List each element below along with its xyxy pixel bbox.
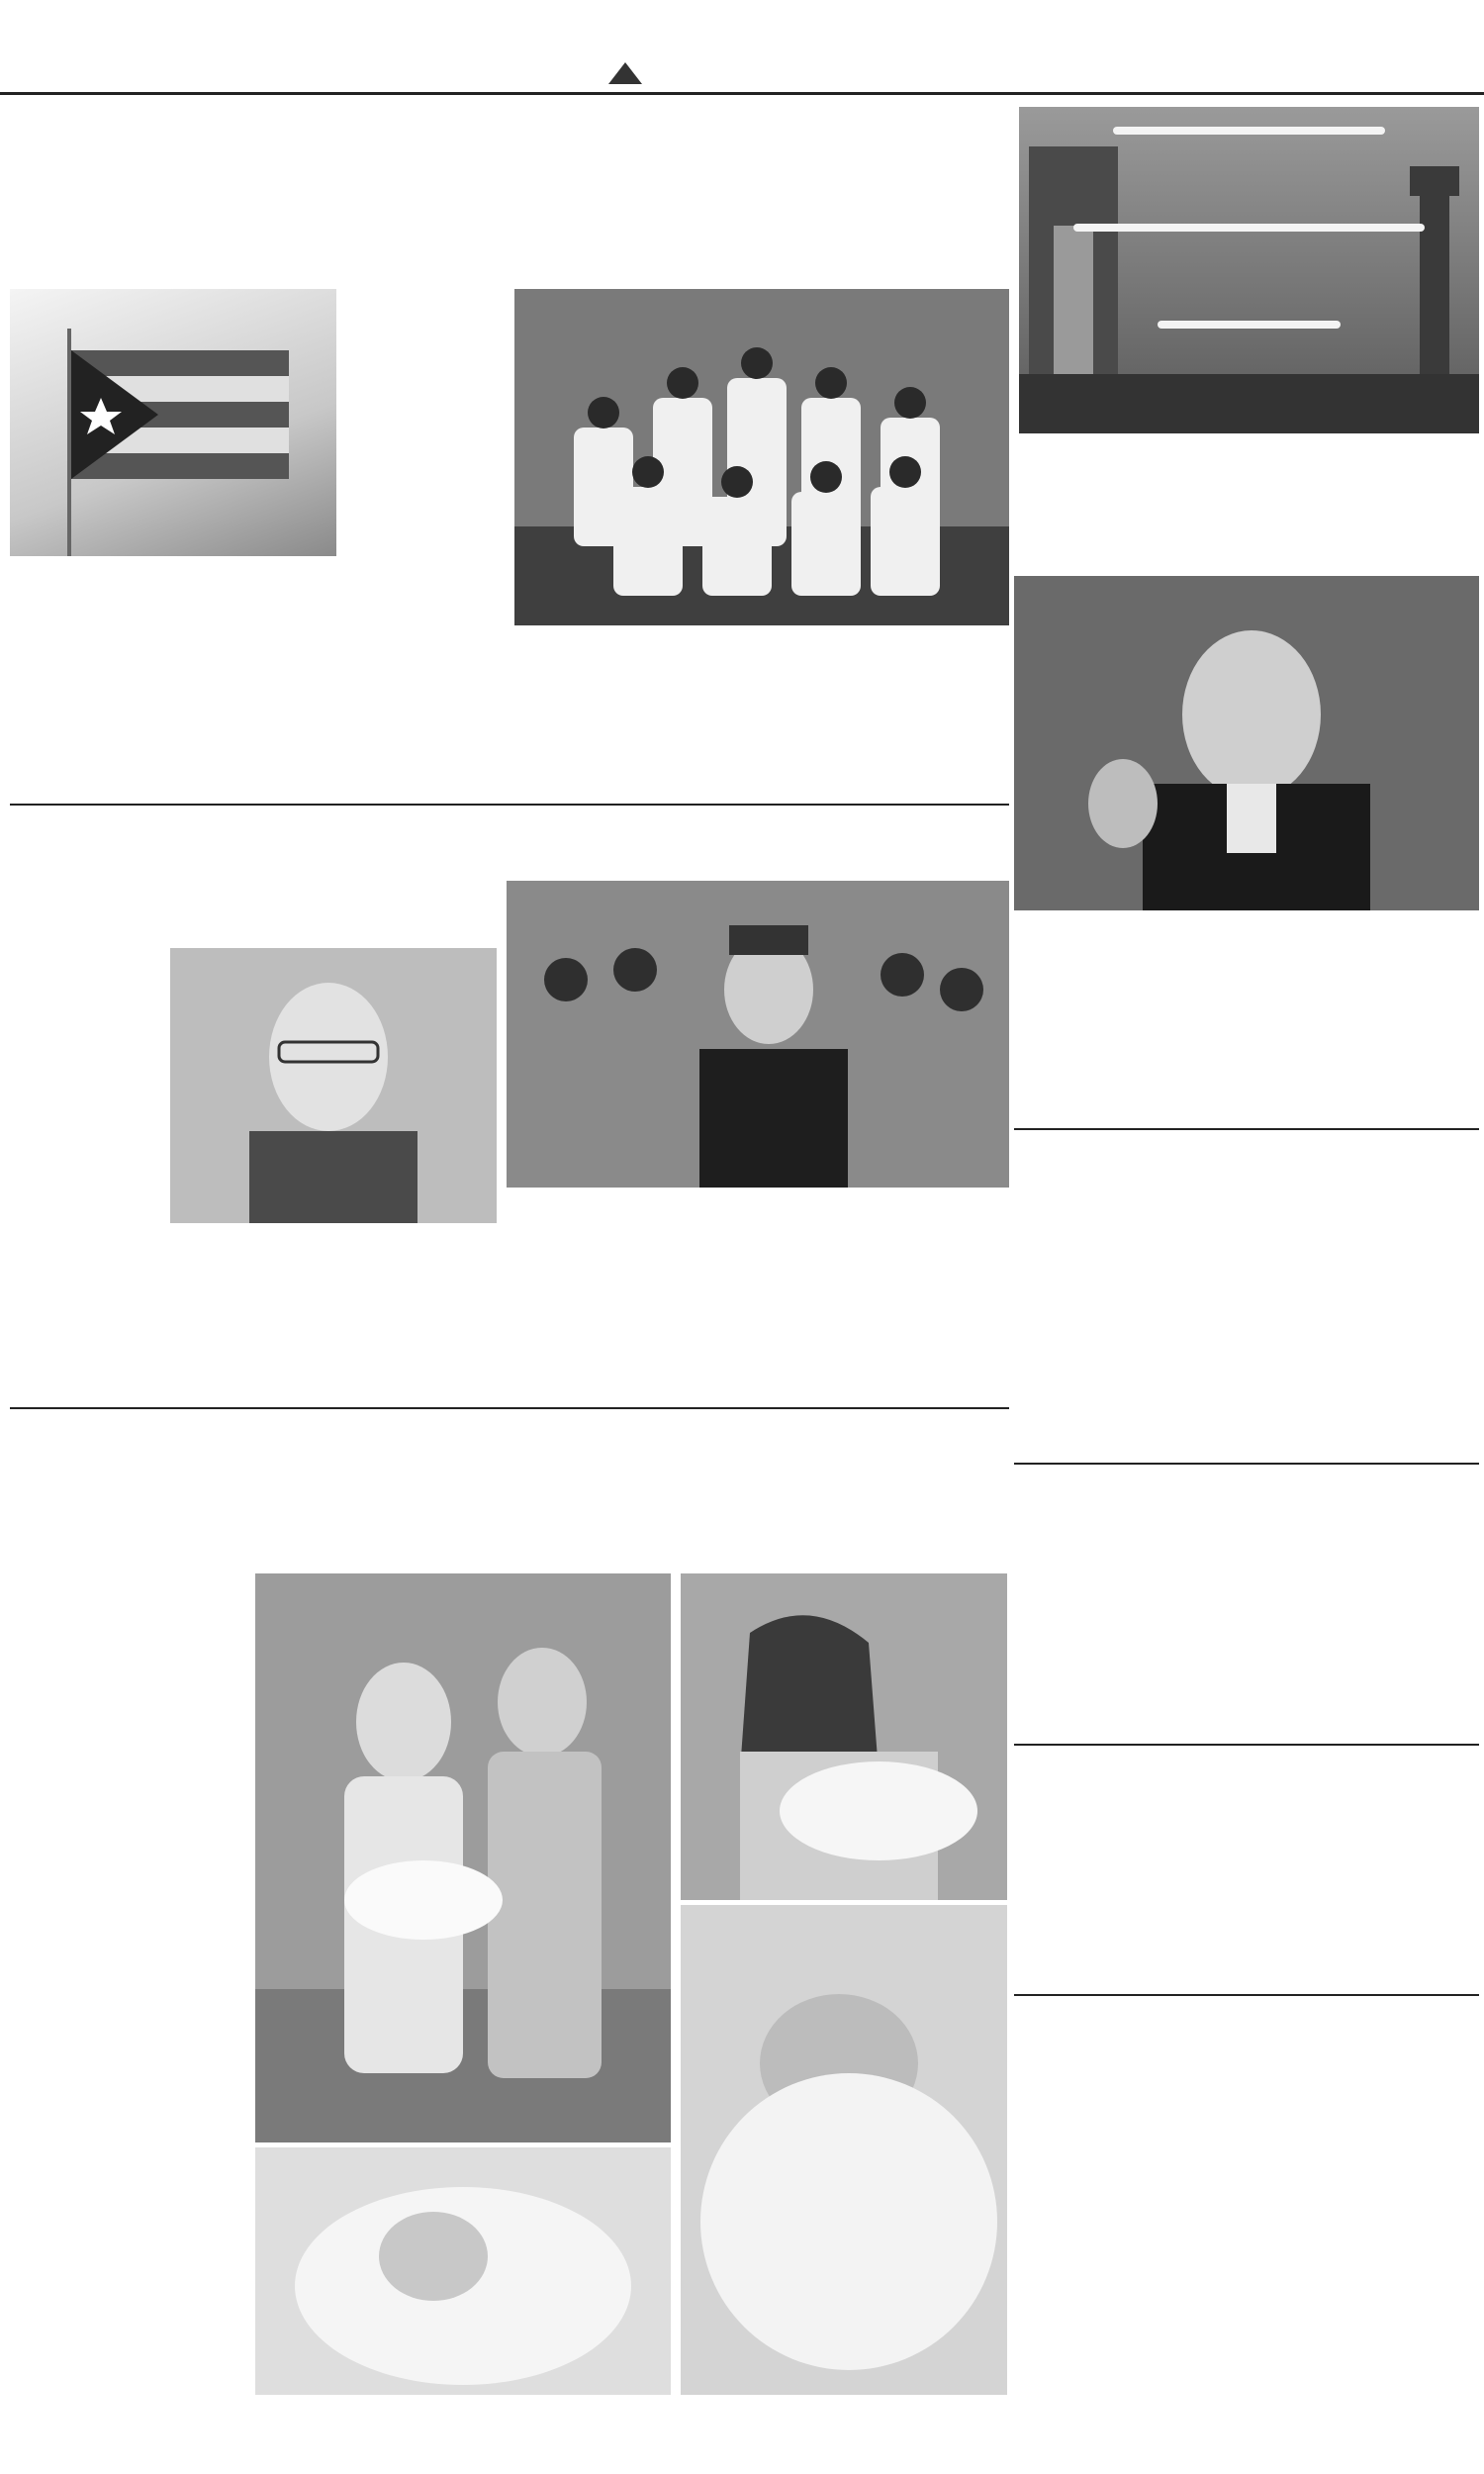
sharif-photo (1014, 576, 1479, 910)
rule-above-egypt (1014, 1128, 1479, 1130)
banner-line-1 (1113, 127, 1385, 135)
doctors-group-svg (514, 289, 1009, 625)
lords-body (1019, 2145, 1476, 2460)
rule-under-snowden (10, 1407, 1009, 1409)
masthead-logo (608, 59, 648, 87)
nepal-photo (507, 881, 1009, 1188)
uk-heat-body (1019, 1888, 1476, 1987)
baby-closeup-svg-1 (255, 2147, 671, 2395)
royal-couple-photo (255, 1573, 671, 2142)
banner-monuments-svg (1019, 107, 1479, 433)
snowden-photo (170, 948, 497, 1223)
cuba-body-left (12, 614, 346, 790)
nepal-crowd-svg (507, 881, 1009, 1188)
thailand-body (1019, 1586, 1476, 1737)
nepal-body (507, 1215, 749, 1395)
cuba-flag-svg (10, 289, 336, 556)
national-banner (1019, 107, 1479, 433)
baby-closeup-photo-1 (255, 2147, 671, 2395)
egypt-body (1019, 1263, 1476, 1453)
banner-line-2 (1073, 224, 1425, 232)
banner-line-3 (1158, 321, 1341, 329)
nepal-body-right (760, 1197, 1009, 1395)
cuba-doctors-photo (514, 289, 1009, 625)
baby-closeup-photo-2 (681, 1905, 1007, 2395)
cuba-body-mid (514, 633, 1007, 790)
rule-above-uk-heat (1014, 1744, 1479, 1746)
snowden-portrait-svg (170, 948, 497, 1223)
rule-above-thailand (1014, 1463, 1479, 1465)
cuba-body-right (348, 633, 507, 790)
rule-above-lords (1014, 1994, 1479, 1996)
kate-baby-svg (681, 1573, 1007, 1900)
royal-body (12, 1569, 247, 2142)
sharif-body (1019, 920, 1476, 1120)
cuba-side-column (348, 287, 507, 628)
masthead (0, 0, 1484, 91)
sharif-portrait-svg (1014, 576, 1479, 910)
snowden-body (12, 1262, 501, 1395)
kate-baby-photo (681, 1573, 1007, 1900)
royal-couple-svg (255, 1573, 671, 2142)
cuba-flag-photo (10, 289, 336, 556)
rule-under-cuba (10, 804, 1009, 806)
logo-icon (608, 62, 642, 84)
baby-closeup-svg-2 (681, 1905, 1007, 2395)
snowden-side-column (12, 935, 162, 1257)
masthead-rule (0, 92, 1484, 95)
